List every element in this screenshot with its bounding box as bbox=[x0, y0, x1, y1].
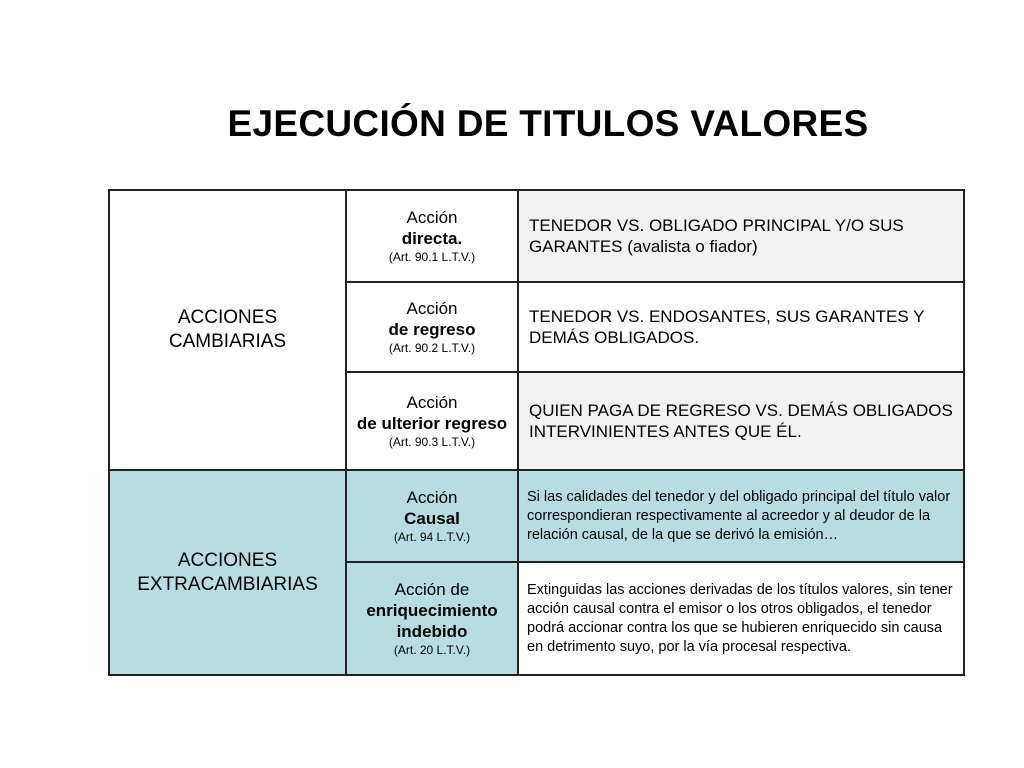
action-cell bbox=[346, 190, 518, 282]
table-row bbox=[109, 190, 964, 282]
description-cell: TENEDOR VS. ENDOSANTES, SUS GARANTES Y DEMÁS OBLIGADOS. bbox=[518, 282, 964, 372]
action-label: Acción bbox=[406, 299, 458, 318]
description-cell: QUIEN PAGA DE REGRESO VS. DEMÁS OBLIGADOS INTERVINIENTES ANTES QUE ÉL. bbox=[518, 372, 964, 470]
action-label: Acción bbox=[406, 393, 458, 412]
group-label-line2: EXTRACAMBIARIAS bbox=[137, 573, 318, 595]
action-cell bbox=[346, 282, 518, 372]
description-cell: TENEDOR VS. OBLIGADO PRINCIPAL Y/O SUS GARANTES (avalista o fiador) bbox=[518, 190, 964, 282]
group-label-line1: ACCIONES bbox=[177, 307, 278, 328]
action-name: enriquecimiento indebido bbox=[366, 601, 498, 641]
action-cell bbox=[346, 562, 518, 675]
description-cell: Extinguidas las acciones derivadas de los títulos valores, sin tener acción causal contra el emisor o los otros obligados, el tenedor podrá accionar contra los que se hubieren enriquecido sin causa en detrimento suyo, por la vía procesal respectiva. bbox=[518, 562, 964, 675]
group-extracambiarias bbox=[109, 470, 346, 675]
group-label-line1: ACCIONES bbox=[177, 549, 278, 571]
action-label: Acción de bbox=[394, 580, 470, 599]
description-cell: Si las calidades del tenedor y del obligado principal del título valor correspondieran respectivamente al acreedor y al deudor de la relación causal, de la que se derivó la emisión… bbox=[518, 470, 964, 562]
article-ref: (Art. 20 L.T.V.) bbox=[393, 643, 471, 657]
action-name: directa. bbox=[401, 229, 463, 248]
group-label-line2: CAMBIARIAS bbox=[168, 331, 287, 352]
article-ref: (Art. 94 L.T.V.) bbox=[393, 530, 471, 544]
action-name: de regreso bbox=[388, 320, 476, 339]
page-title: EJECUCIÓN DE TITULOS VALORES bbox=[227, 103, 869, 144]
action-cell bbox=[346, 470, 518, 562]
article-ref: (Art. 90.2 L.T.V.) bbox=[388, 341, 476, 355]
table-row bbox=[109, 470, 964, 562]
actions-table bbox=[108, 189, 965, 676]
article-ref: (Art. 90.1 L.T.V.) bbox=[388, 250, 476, 264]
article-ref: (Art. 90.3 L.T.V.) bbox=[388, 435, 476, 449]
action-cell bbox=[346, 372, 518, 470]
action-label: Acción bbox=[406, 488, 458, 507]
group-cambiarias bbox=[109, 190, 346, 470]
action-label: Acción bbox=[406, 208, 458, 227]
action-name: de ulterior regreso bbox=[356, 414, 508, 433]
action-name: Causal bbox=[404, 509, 460, 528]
